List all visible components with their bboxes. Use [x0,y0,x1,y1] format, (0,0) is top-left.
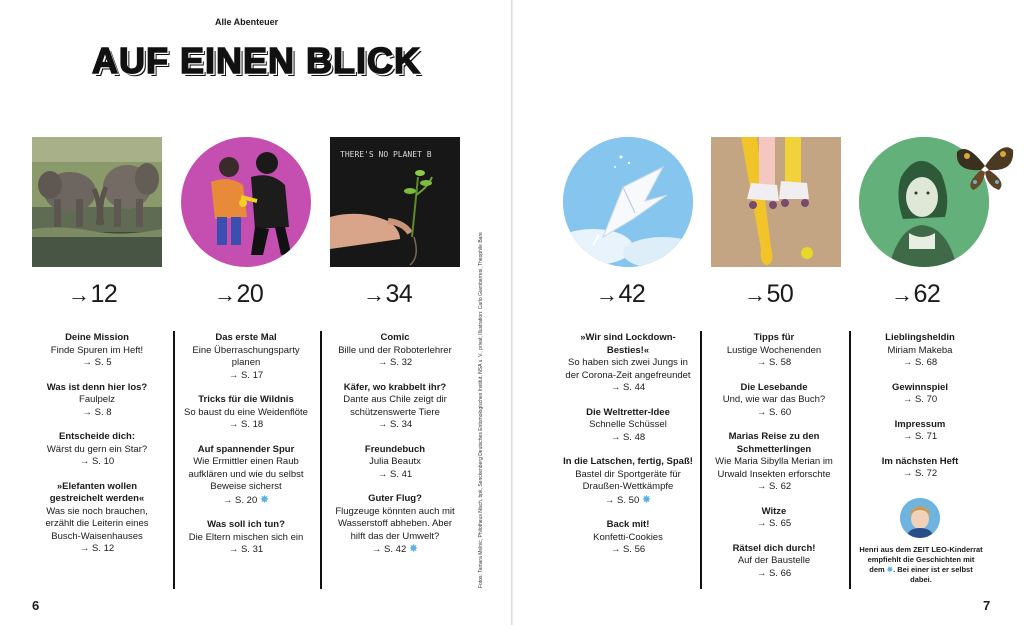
toc-column-3 [330,332,460,569]
entry-page-ref: → S. 8 [82,406,112,418]
toc-entry [330,332,460,370]
entry-description: Konfetti-Cookies [593,531,663,543]
entry-description: Faulpelz [79,394,115,405]
entry-page-ref: → S. 65 [756,518,792,529]
kicker: Alle Abenteuer [215,17,279,27]
entry-title: Guter Flug? [368,493,422,504]
entry-title: »Elefanten wollen gestreichelt werden« [49,480,145,504]
toc-entry [563,332,693,395]
entry-description: Lustige Wochenenden [726,344,822,356]
toc-entry [709,332,839,370]
entry-page-ref: → S. 62 [756,481,792,492]
henri-recommendation: Henri aus dem ZEIT LEO-Kinderrat empfiehlt die Geschichten mit dem ✸. Bei einer ist er selbst dabei. [859,545,983,584]
toc-column-6 [855,332,985,493]
entry-page-ref: → S. 18 [228,419,264,430]
entry-description: Wärst du gern ein Star? [46,443,148,455]
henri-avatar [900,498,940,538]
entry-page-ref: → S. 17 [228,369,264,381]
entry-page-ref: → S. 50 ✸ [604,493,652,506]
entry-page-ref: → S. 66 [756,567,792,579]
toc-column-4 [563,332,693,569]
entry-title: Rätsel dich durch! [732,542,816,554]
toc-entry [32,332,162,370]
toc-entry [181,519,311,557]
toc-entry [330,493,460,557]
entry-page-ref: → S. 60 [756,406,792,418]
entry-description: Auf der Baustelle [737,555,811,566]
star-icon: ✸ [886,565,894,574]
toc-entry [563,519,693,557]
page-number-42: →42 [596,280,646,308]
entry-page-ref: → S. 34 [377,419,413,430]
entry-description: Eine Überraschungsparty planen [192,344,300,368]
page-headline: AUF EINEN BLICK [92,40,421,81]
toc-entry [709,382,839,420]
entry-description: Dante aus Chile zeigt dir schützenswerte Tiere [343,394,447,418]
entry-page-ref: → S. 44 [610,382,646,393]
entry-description: Wie Ermittler einen Raub aufklären und wie du selbst Beweise sicherst [188,456,304,492]
star-icon: ✸ [641,493,652,506]
entry-description: Schnelle Schüssel [589,419,667,430]
entry-title: Die Weltretter-Idee [586,406,670,418]
entry-title: Lieblingsheldin [885,332,955,343]
entry-title: Käfer, wo krabbelt ihr? [343,381,447,393]
folio-left: 6 [32,598,40,613]
photo-credits: Fotos: Tamara Melnic, Philotheus Nisch, bpk, Senckenberg Deutsches Entomologisches Institut, NSA u. V., privat; Illustration: Carlo Giambarresi, Theophile Bare [478,232,484,588]
entry-page-ref: → S. 70 [902,394,938,405]
tshirt-print: THERE'S NO PLANET B [340,150,432,159]
page-number-12: →12 [68,280,118,308]
column-divider [700,331,702,589]
entry-description: Wie Maria Sibylla Merian im Urwald Insekten erforschte [715,456,833,480]
toc-entry [855,332,985,370]
toc-entry [181,332,311,382]
toc-entry [330,382,460,432]
column-divider [320,331,322,589]
entry-title: Back mit! [606,519,650,530]
entry-description: Miriam Makeba [887,344,953,356]
toc-entry [855,382,985,407]
entry-title: Tricks für die Wildnis [198,394,294,405]
entry-title: Auf spannender Spur [197,443,295,455]
roller-skates-photo [711,137,841,267]
entry-title: Entscheide dich: [58,431,135,442]
entry-title: Comic [380,332,410,343]
entry-page-ref: → S. 56 [610,544,646,555]
toc-column-2 [181,332,311,569]
entry-page-ref: → S. 12 [79,543,115,554]
entry-page-ref: → S. 41 [377,468,413,480]
toc-entry [330,444,460,482]
entry-description: Und, wie war das Buch? [722,394,826,405]
entry-description: Flugzeuge könnten auch mit Wasserstoff abheben. Aber hilft das der Umwelt? [335,505,455,542]
entry-description: Bastel dir Sportgeräte für Draußen-Wettkämpfe [575,468,681,492]
entry-page-ref: → S. 58 [756,357,792,368]
entry-title: Marias Reise zu den Schmetterlingen [728,431,820,455]
toc-column-5 [709,332,839,592]
paper-plane-photo [563,137,693,267]
toc-entry [855,419,985,444]
entry-page-ref: → S. 32 [377,357,413,368]
entry-page-ref: → S. 5 [82,357,112,368]
toc-entry [563,456,693,507]
detectives-illustration [181,137,311,267]
toc-entry [32,481,162,556]
toc-entry [563,407,693,445]
page-right [513,0,1024,625]
page-number-50: →50 [744,280,794,308]
star-icon: ✸ [259,493,270,506]
entry-description: Die Eltern mischen sich ein [188,531,304,543]
toc-entry [709,543,839,581]
page-number-34: →34 [363,280,413,308]
column-divider [849,331,851,589]
column-divider [173,331,175,589]
entry-page-ref: → S. 72 [902,468,938,479]
entry-description: Was sie noch brauchen, erzählt die Leiterin eines Busch-Waisenhauses [45,505,149,542]
entry-title: »Wir sind Lockdown-Besties!« [580,332,676,356]
entry-page-ref: → S. 10 [79,456,115,467]
entry-page-ref: → S. 71 [902,431,938,442]
butterfly-icon [955,142,1015,192]
toc-entry [855,456,985,481]
entry-title: Tipps für [753,332,795,343]
entry-page-ref: → S. 42 ✸ [371,543,419,555]
star-icon: ✸ [408,543,419,555]
entry-title: Was soll ich tun? [207,519,285,530]
toc-entry [709,431,839,494]
entry-title: Freundebuch [364,443,426,455]
planet-b-photo [330,137,460,267]
elephants-photo [32,137,162,267]
entry-title: Was ist denn hier los? [46,381,148,393]
entry-title: Im nächsten Heft [881,455,959,467]
entry-description: Julia Beautx [369,456,421,467]
toc-entry [32,431,162,469]
entry-title: Impressum [894,418,946,430]
toc-entry [709,506,839,531]
toc-entry [181,394,311,432]
entry-title: Das erste Mal [215,332,277,343]
entry-title: Die Lesebande [740,381,808,393]
entry-page-ref: → S. 48 [610,431,646,443]
entry-description: Bille und der Roboterlehrer [338,344,452,356]
toc-entry [181,444,311,508]
page-number-62: →62 [891,280,941,308]
entry-title: In die Latschen, fertig, Spaß! [563,456,693,467]
entry-page-ref: → S. 68 [902,357,938,368]
entry-description: So haben sich zwei Jungs in der Corona-Zeit angefreundet [565,357,691,381]
entry-title: Witze [761,505,787,517]
toc-column-1 [32,332,162,568]
entry-title: Deine Mission [65,332,129,343]
entry-description: Finde Spuren im Heft! [50,344,144,356]
entry-title: Gewinnspiel [892,381,948,393]
entry-page-ref: → S. 20 ✸ [222,493,270,506]
page-left [0,0,511,625]
entry-page-ref: → S. 31 [228,544,264,555]
toc-entry [32,382,162,420]
entry-description: So baust du eine Weidenflöte [184,406,308,418]
folio-right: 7 [983,598,991,613]
page-number-20: →20 [214,280,264,308]
